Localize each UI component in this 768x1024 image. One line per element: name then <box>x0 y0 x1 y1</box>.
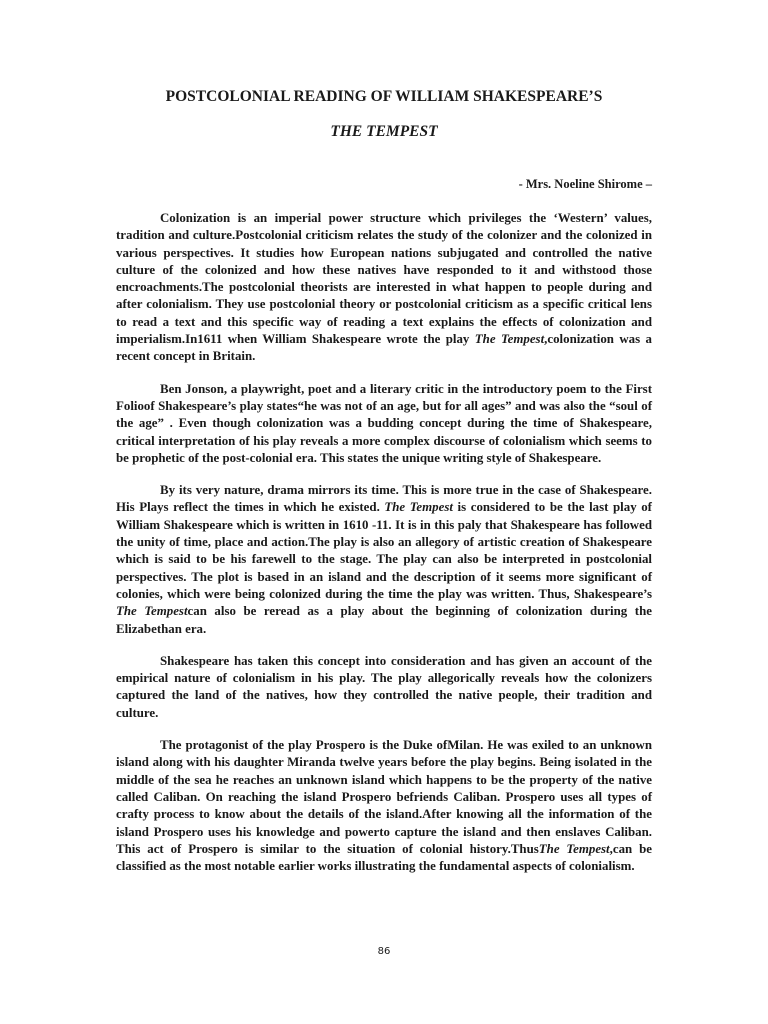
play-title: The Tempest <box>384 500 453 515</box>
title-line-1: POSTCOLONIAL READING OF WILLIAM SHAKESPEARE’S <box>165 88 603 105</box>
paragraph-text: is considered to be the last play of William Shakespeare which is written in 1610 -11. It is in this paly that Shakespeare has followed the unity of time, place and action.The play is also an allegory of artistic creation of Shakespeare which is said to be his farewell to the stage. The play can also be interpreted in postcolonial perspectives. The plot is based in an island and the description of it seems more significant of colonies, which were being colonized during the time the play was written. Thus, Shakespeare’s <box>116 500 652 601</box>
author-line: - Mrs. Noeline Shirome – <box>518 177 652 191</box>
play-title: The Tempest <box>116 604 188 619</box>
paragraph-text: Colonization is an imperial power structure which privileges the ‘Western’ values, tradition and culture.Postcolonial criticism relates the study of the colonizer and the colonized in various perspectives. It studies how European nations subjugated and controlled the native culture of the colonized and how these natives have responded to it and withstood those encroachments.The postcolonial theorists are interested in what happen to people during and after colonialism. They use postcolonial theory or postcolonial criticism as a specific critical lens to read a text and this specific way of reading a text explains the effects of colonization and imperialism.In1611 when William Shakespeare wrote the play <box>116 211 652 347</box>
play-title: The Tempest <box>538 841 610 856</box>
paragraph-text: ,can be classified as the most notable earlier works illustrating the fundamental aspects of colonialism. <box>116 841 652 874</box>
paragraph-4 <box>116 653 652 722</box>
paragraph-2 <box>116 381 652 467</box>
paragraph-1 <box>116 210 652 366</box>
page-number: 86 <box>377 946 391 957</box>
paragraph-text: Ben Jonson, a playwright, poet and a literary critic in the introductory poem to the First Folioof Shakespeare’s play states“he was not of an age, but for all ages” and was also the “soul of the age” . Even though colonization was a budding concept during the time of Shakespeare, critical interpretation of his play reveals a more complex discourse of colonialism which seems to be prophetic of the post-colonial era. This states the unique writing style of Shakespeare. <box>116 381 652 465</box>
play-title: The Tempest <box>474 332 545 347</box>
paragraph-text: ,colonization was a recent concept in Britain. <box>116 332 652 364</box>
paragraph-text: can also be reread as a play about the beginning of colonization during the Elizabethan era. <box>116 604 652 636</box>
paragraph-5 <box>116 737 652 875</box>
document-page <box>116 0 652 1024</box>
paragraph-text: By its very nature, drama mirrors its time. This is more true in the case of Shakespeare. His Plays reflect the times in which he existed. <box>116 483 652 515</box>
paragraph-text: The protagonist of the play Prospero is the Duke ofMilan. He was exiled to an unknown island along with his daughter Miranda twelve years before the play begins. Being isolated in the middle of the sea he reaches an unknown island which happens to be the property of the native called Caliban. On reaching the island Prospero befriends Caliban. Prospero uses all types of crafty process to know about the details of the island.After knowing all the information of the island Prospero uses his knowledge and powerto capture the island and then enslaves Caliban. This act of Prospero is similar to the situation of colonial history.Thus <box>116 738 652 856</box>
paragraph-3 <box>116 482 652 638</box>
paragraph-text: Shakespeare has taken this concept into consideration and has given an account of the empirical nature of colonialism in his play. The play allegorically reveals how the colonizers captured the land of the natives, how they controlled the native people, their tradition and culture. <box>116 653 652 720</box>
title-line-2: THE TEMPEST <box>330 123 438 140</box>
body-text <box>116 210 652 890</box>
